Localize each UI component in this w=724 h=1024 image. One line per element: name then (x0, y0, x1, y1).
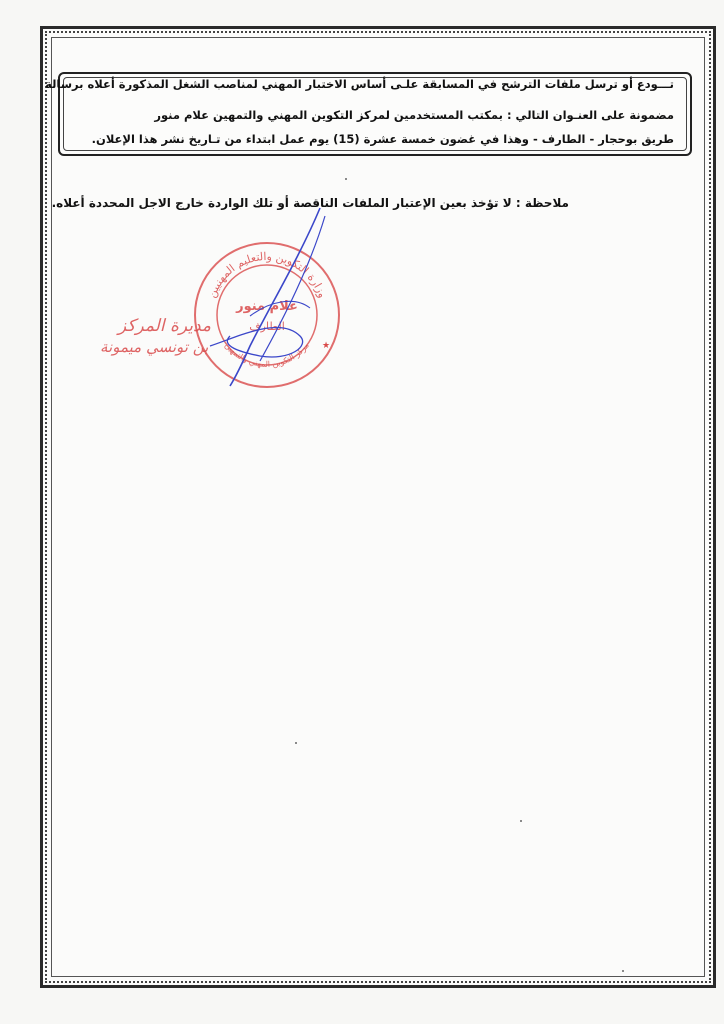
speck (520, 820, 522, 822)
handwritten-signature (150, 196, 370, 396)
stamp-bottom-text: مركز التكوين المهني والتمهين (223, 340, 311, 369)
notice-line-3: طريق بوحجار - الطارف - وهذا في غضون خمسة عشرة (15) يوم عمل ابتداء من تـاريخ نشر هذا الإعلان. (91, 132, 674, 146)
notice-line-2: مضمونة على العنـوان التالي : بمكتب المستخدمين لمركز التكوين المهني والتمهين علام منور (154, 108, 674, 122)
note-text: ملاحظة : لا تؤخذ بعين الإعتبار الملفات الناقصة أو تلك الواردة خارج الاجل المحددة أعلاه. (51, 196, 569, 210)
speck (345, 178, 347, 180)
stamp-center-line-2: الطارف (249, 320, 285, 333)
director-name: بن تونسي ميمونة (100, 338, 209, 356)
speck (622, 970, 624, 972)
director-title: مديرة المركز (118, 316, 212, 336)
stamp-center-line-1: علام منور (236, 299, 298, 314)
notice-line-1: تـــودع أو ترسل ملفات الترشح في المسابقة علـى أساس الاختبار المهني لمناصب الشغل المذكورة أعلاه برسالة (45, 77, 674, 91)
stamp-ring-text: وزارة التكوين والتعليم المهنيين (205, 249, 329, 300)
page-inner-border (51, 37, 705, 977)
star-icon: ★ (322, 341, 331, 351)
page-border (40, 26, 716, 988)
speck (295, 742, 297, 744)
